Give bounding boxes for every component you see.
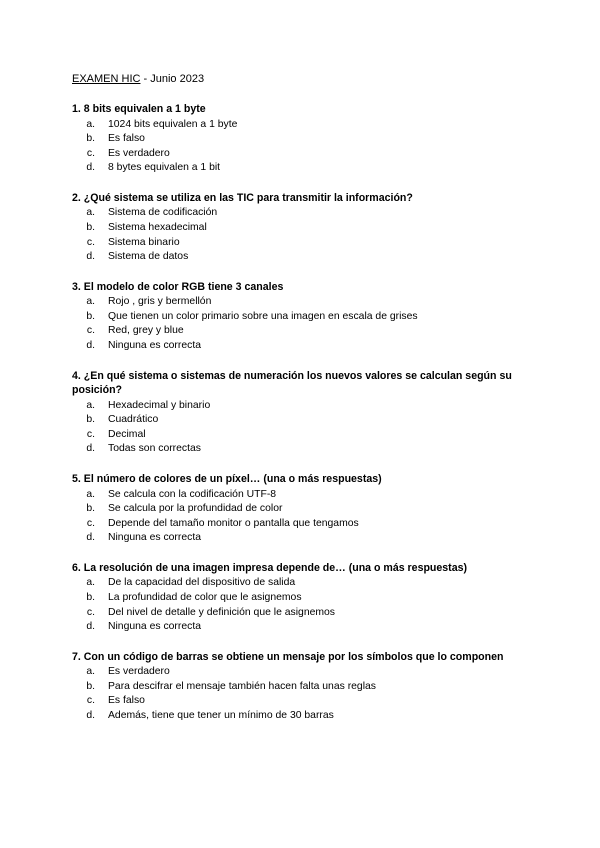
option-text: Rojo , gris y bermellón [108,296,212,308]
option-text: Además, tiene que tener un mínimo de 30 barras [108,710,334,722]
option-text: Decimal [108,428,146,440]
option-item [72,442,542,457]
question-text: 3. El modelo de color RGB tiene 3 canales [72,280,284,293]
option-item [72,147,542,162]
exam-page [72,72,542,739]
option-item [72,221,542,236]
option-letter: d. [86,340,95,352]
question-4 [72,369,542,457]
option-letter: a. [86,488,95,500]
option-letter: d. [86,621,95,633]
option-letter: d. [86,443,95,455]
option-item [72,250,542,265]
option-letter: b. [86,221,95,233]
option-letter: a. [86,207,95,219]
option-text: 8 bytes equivalen a 1 bit [108,162,221,174]
option-text: Ninguna es correcta [108,621,201,633]
option-text: Red, grey y blue [108,325,184,337]
option-text: Para descifrar el mensaje también hacen falta unas reglas [108,680,376,692]
option-letter: c. [86,325,95,337]
option-list [72,295,542,353]
option-text: De la capacidad del dispositivo de salida [108,577,296,589]
option-item [72,694,542,709]
option-item [72,517,542,532]
option-text: Sistema de codificación [108,207,218,219]
option-letter: d. [86,162,95,174]
option-letter: d. [86,532,95,544]
option-text: Todas son correctas [108,443,201,455]
option-item [72,620,542,635]
option-letter: d. [86,710,95,722]
question-1 [72,102,542,176]
question-text: 4. ¿En qué sistema o sistemas de numeración los nuevos valores se calculan según su posición? [72,369,512,397]
option-list [72,206,542,264]
option-letter: c. [86,236,95,248]
question-text: 6. La resolución de una imagen impresa depende de… (una o más respuestas) [72,561,468,574]
option-item [72,576,542,591]
option-item [72,428,542,443]
option-item [72,399,542,414]
option-item [72,488,542,503]
option-item [72,339,542,354]
question-6 [72,561,542,635]
question-7 [72,650,542,724]
option-text: La profundidad de color que le asignemos [108,591,302,603]
option-text: 1024 bits equivalen a 1 byte [108,118,238,130]
option-letter: b. [86,133,95,145]
option-list [72,488,542,546]
option-item [72,680,542,695]
option-letter: a. [86,577,95,589]
question-text: 2. ¿Qué sistema se utiliza en las TIC para transmitir la información? [72,191,413,204]
option-letter: b. [86,503,95,515]
option-text: Es verdadero [108,666,170,678]
question-text: 7. Con un código de barras se obtiene un mensaje por los símbolos que lo componen [72,650,504,663]
exam-title: EXAMEN HIC [72,73,141,85]
option-item [72,606,542,621]
option-text: Es verdadero [108,147,170,159]
question-text: 1. 8 bits equivalen a 1 byte [72,103,206,115]
option-text: Se calcula con la codificación UTF-8 [108,488,277,500]
option-item [72,118,542,133]
option-text: Depende del tamaño monitor o pantalla que tengamos [108,517,359,529]
option-item [72,295,542,310]
option-item [72,502,542,517]
option-letter: c. [86,695,95,707]
option-text: Sistema binario [108,236,180,248]
option-list [72,399,542,457]
question-2 [72,191,542,265]
option-item [72,591,542,606]
option-text: Cuadrático [108,414,159,426]
option-text: Sistema hexadecimal [108,221,207,233]
option-letter: a. [86,399,95,411]
option-text: Del nivel de detalle y definición que le asignemos [108,606,336,618]
option-list [72,118,542,176]
option-item [72,132,542,147]
option-item [72,206,542,221]
option-text: Que tienen un color primario sobre una imagen en escala de grises [108,310,418,322]
option-list [72,576,542,634]
option-text: Se calcula por la profundidad de color [108,503,283,515]
option-letter: c. [86,606,95,618]
option-item [72,310,542,325]
option-text: Ninguna es correcta [108,532,201,544]
option-item [72,413,542,428]
option-letter: d. [86,251,95,263]
option-letter: b. [86,414,95,426]
exam-date: - Junio 2023 [140,73,205,85]
option-letter: b. [86,310,95,322]
exam-header [72,72,542,86]
option-list [72,665,542,723]
option-text: Es falso [108,695,145,707]
option-item [72,236,542,251]
question-text: 5. El número de colores de un píxel… (una o más respuestas) [72,473,382,485]
option-letter: b. [86,591,95,603]
option-item [72,531,542,546]
option-letter: a. [86,296,95,308]
question-5 [72,472,542,546]
option-text: Sistema de datos [108,251,189,263]
option-text: Hexadecimal y binario [108,399,211,411]
option-letter: a. [86,666,95,678]
option-letter: a. [86,118,95,130]
option-item [72,161,542,176]
option-item [72,665,542,680]
option-letter: c. [86,517,95,529]
option-letter: c. [86,428,95,440]
option-letter: b. [86,680,95,692]
option-letter: c. [86,147,95,159]
option-item [72,324,542,339]
option-item [72,709,542,724]
question-3 [72,280,542,354]
option-text: Es falso [108,133,145,145]
option-text: Ninguna es correcta [108,340,201,352]
